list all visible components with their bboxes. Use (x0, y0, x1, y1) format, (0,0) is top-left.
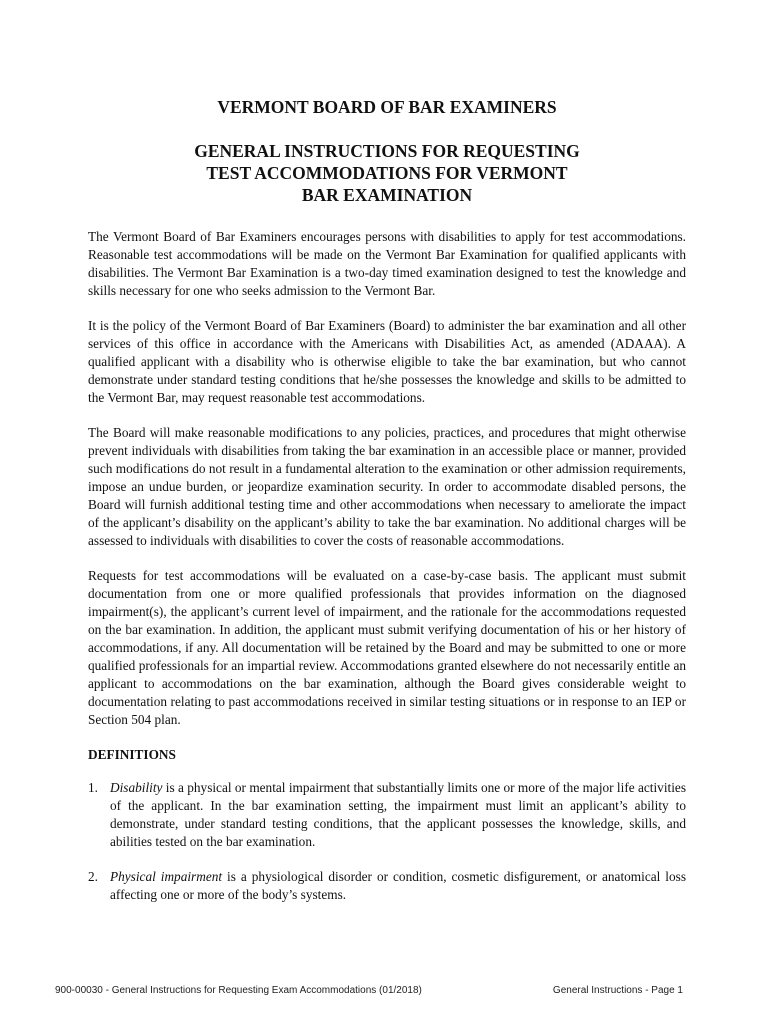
document-page (88, 96, 686, 921)
document-header (88, 96, 686, 206)
subtitle-line: GENERAL INSTRUCTIONS FOR REQUESTING (194, 141, 580, 161)
definition-text: is a physical or mental impairment that substantially limits one or more of the major life activities of the applicant. In the bar examination setting, the impairment must limit an applicant’s ability to demonstrate, under standard testing conditions, that the applicant possesses the knowledge, skills, and abilities tested on the bar examination. (110, 780, 686, 849)
definition-term: Disability (110, 780, 163, 795)
definition-item (88, 868, 686, 904)
footer-form-id: 900-00030 - General Instructions for Requesting Exam Accommodations (01/2018) (55, 985, 422, 996)
policy-paragraph: It is the policy of the Vermont Board of Bar Examiners (Board) to administer the bar examination and all other services of this office in accordance with the Americans with Disabilities Act, as amended (ADAAA). A qualified applicant with a disability who is otherwise eligible to take the bar examination, but who cannot demonstrate under standard testing conditions that he/she possesses the knowledge and skills to be admitted to the Vermont Bar, may request reasonable test accommodations. (88, 318, 686, 405)
modifications-paragraph: The Board will make reasonable modifications to any policies, practices, and procedures that might otherwise prevent individuals with disabilities from taking the bar examination in an accessible place or manner, provided such modifications do not result in a fundamental alteration to the examination or other admission requirements, impose an undue burden, or jeopardize examination security. In order to accommodate disabled persons, the Board will furnish additional testing time and other accommodations when necessary to ameliorate the impact of the applicant’s disability on the applicant’s ability to take the bar examination. No additional charges will be assessed to individuals with disabilities to cover the costs of reasonable accommodations. (88, 425, 686, 548)
board-title: VERMONT BOARD OF BAR EXAMINERS (217, 97, 557, 117)
definition-term: Physical impairment (110, 869, 223, 884)
requests-paragraph: Requests for test accommodations will be evaluated on a case-by-case basis. The applicant must submit documentation from one or more qualified professionals that provides information on the diagnosed impairment(s), the applicant’s current level of impairment, and the rationale for the accommodations requested on the bar examination. In addition, the applicant must submit verifying documentation of his or her history of accommodations, if any. All documentation will be retained by the Board and may be submitted to one or more qualified professionals for an impartial review. Accommodations granted elsewhere do not necessarily entitle an applicant to accommodations on the bar examination, although the Board gives considerable weight to documentation relating to past accommodations received in similar testing situations or in response to an IEP or Section 504 plan. (88, 568, 686, 727)
definition-text: is a physiological disorder or condition, cosmetic disfigurement, or anatomical loss affecting one or more of the body’s systems. (110, 869, 687, 902)
definition-number: 1. (88, 780, 98, 795)
intro-paragraph: The Vermont Board of Bar Examiners encourages persons with disabilities to apply for test accommodations. Reasonable test accommodations will be made on the Vermont Bar Examination for qualified applicants with disabilities. The Vermont Bar Examination is a two-day timed examination designed to test the knowledge and skills necessary for one who seeks admission to the Vermont Bar. (88, 229, 686, 298)
document-subtitle (88, 140, 686, 206)
subtitle-line: TEST ACCOMMODATIONS FOR VERMONT (206, 163, 568, 183)
footer-page-number: General Instructions - Page 1 (552, 985, 683, 996)
definitions-list (88, 779, 686, 904)
definition-item (88, 779, 686, 851)
definition-number: 2. (88, 869, 98, 884)
definitions-heading: DEFINITIONS (88, 747, 176, 762)
subtitle-line: BAR EXAMINATION (301, 185, 473, 205)
